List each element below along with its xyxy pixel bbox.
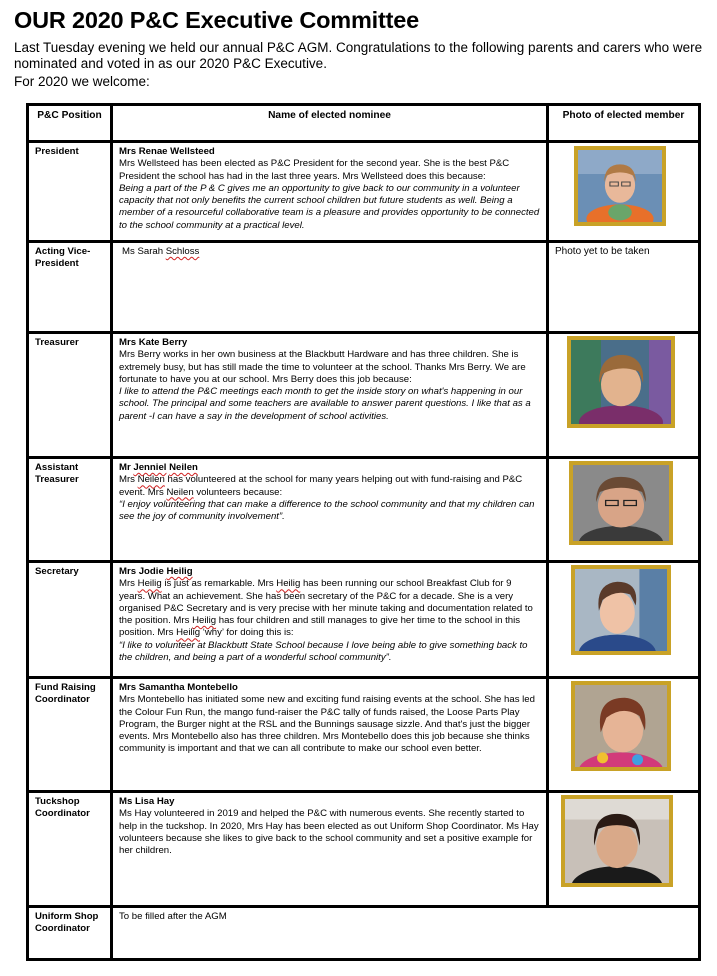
nominee-name: Mrs Samantha Montebello bbox=[119, 682, 238, 693]
committee-table bbox=[26, 103, 701, 961]
photo-cell bbox=[548, 142, 700, 242]
header-row bbox=[28, 105, 700, 142]
nominee-description: Mrs Montebello has initiated some new and exciting fund raising events at the school. She has led the Colour Fun Run, the mango fund-raiser the P&C tally of funds raised, the Loose Parts Play Program, the Burger night at the RSL and the Bunnings sausage sizzle. And that's just the bigger events. Mrs Montebello also has three children. Mrs Montebello does this job because she thinks community is important and that we can all contribute to make our school even better. bbox=[119, 694, 535, 755]
member-photo bbox=[561, 795, 673, 887]
nominee-quote: I like to attend the P&C meetings each month to get the inside story on what's happening in our school. The principal and some teachers are available to answer parent questions. I like that as a parent -I can have a say in the development of school activities. bbox=[119, 386, 531, 422]
position-cell: Secretary bbox=[28, 562, 112, 678]
table-row bbox=[28, 907, 700, 960]
nominee-cell bbox=[112, 142, 548, 242]
description-text-2: volunteers because: bbox=[193, 486, 283, 498]
nominee-description: Mrs Heilig is just as remarkable. Mrs Heilig has been running our school Breakfast Club for 9 years. What an achievement. She has been secretary of the P&C for a decade. She is a very organised P&C Secretary and is very precise with her minute taking and documentation related to the position. Mrs Heilig has four children and still manages to give her time to the school in this position. Mrs Heilig ‘why’ for doing this is: bbox=[119, 578, 533, 639]
nominee-description: Mrs Neilen has volunteered at the school for many years helping out with fund-raising and P&C event. Mrs Neilen volunteers because: bbox=[119, 474, 523, 498]
page-title: OUR 2020 P&C Executive Committee bbox=[14, 7, 419, 33]
photo-cell bbox=[548, 333, 700, 458]
member-photo bbox=[571, 681, 671, 771]
table-row bbox=[28, 562, 700, 678]
intro-line-3: For 2020 we welcome: bbox=[14, 74, 150, 89]
nominee-description: To be filled after the AGM bbox=[119, 911, 227, 922]
nominee-cell bbox=[112, 242, 548, 333]
description-text: has volunteered at the school for many years helping out with fund-raising and P&C event. Mrs bbox=[119, 474, 523, 498]
header-photo: Photo of elected member bbox=[548, 105, 700, 142]
portrait-placeholder-icon bbox=[565, 799, 669, 883]
description-surname: Heilig bbox=[137, 578, 162, 590]
description-surname-3: Heilig bbox=[192, 615, 217, 627]
position-cell: Assistant Treasurer bbox=[28, 458, 112, 562]
description-surname: Neilen bbox=[137, 474, 165, 486]
photo-cell bbox=[548, 242, 700, 333]
nominee-description: Mrs Wellsteed has been elected as P&C President for the second year. She is the best P&C President the school has had in the last three years. Mrs Wellsteed does this because: bbox=[119, 158, 510, 182]
description-surname-4: Heilig bbox=[176, 627, 201, 639]
photo-pending-text: Photo yet to be taken bbox=[555, 246, 650, 257]
nominee-surname: Neilen bbox=[169, 462, 198, 473]
nominee-quote: Being a part of the P & C gives me an opportunity to give back to our community in a volunteer capacity that not only benefits the current school children but future students as well. Being a member of a resourceful collaborative team is a pleasure and provides opportunity to be connected to the school community at a practical level. bbox=[119, 182, 540, 231]
table-row bbox=[28, 792, 700, 907]
nominee-name: Ms Lisa Hay bbox=[119, 796, 175, 807]
nominee-description: Mrs Berry works in her own business at the Blackbutt Hardware and has three children. She is extremely busy, but has still made the time to volunteer at the school. Thanks Mrs Berry. We are fortunate to have you at our school. Mrs Berry does this job because: bbox=[119, 349, 526, 385]
intro-line-2: nominated and voted in as our 2020 P&C Executive. bbox=[14, 56, 327, 71]
nominee-cell bbox=[112, 333, 548, 458]
description-surname-2: Neilen bbox=[166, 486, 194, 498]
nominee-first-name: Ms Sarah bbox=[122, 246, 166, 257]
nominee-quote: “I enjoy volunteering that can make a difference to the school community and that my children can see the joy of community involvement”. bbox=[119, 498, 535, 523]
member-photo bbox=[569, 461, 673, 545]
portrait-placeholder-icon bbox=[578, 150, 662, 222]
description-text: is just as remarkable. Mrs bbox=[161, 578, 277, 590]
photo-cell bbox=[548, 458, 700, 562]
nominee-name bbox=[119, 566, 540, 578]
nominee-cell bbox=[112, 907, 700, 960]
description-text-3: has four children and still manages to give her time to the school in this position. Mrs bbox=[119, 615, 521, 639]
nominee-name: Mrs Renae Wellsteed bbox=[119, 146, 215, 157]
portrait-placeholder-icon bbox=[573, 465, 669, 541]
nominee-title: Mr bbox=[119, 462, 134, 473]
position-cell: Tuckshop Coordinator bbox=[28, 792, 112, 907]
table-row bbox=[28, 333, 700, 458]
member-photo bbox=[567, 336, 675, 428]
nominee-description: Ms Hay volunteered in 2019 and helped the P&C with numerous events. She recently started to help in the tuckshop. In 2020, Mrs Hay has been elected as out Uniform Shop Coordinator. Ms Hay volunteers because she likes to give back to the school community and set a positive example for her children. bbox=[119, 808, 539, 857]
nominee-first-name: Mrs Jodie bbox=[119, 566, 167, 577]
nominee-cell bbox=[112, 458, 548, 562]
member-photo bbox=[571, 565, 671, 655]
nominee-name bbox=[119, 246, 540, 258]
table-row bbox=[28, 678, 700, 792]
nominee-surname: Heilig bbox=[166, 566, 193, 577]
portrait-placeholder-icon bbox=[575, 685, 667, 767]
position-cell: Treasurer bbox=[28, 333, 112, 458]
portrait-placeholder-icon bbox=[571, 340, 671, 424]
header-position: P&C Position bbox=[28, 105, 112, 142]
intro-line-1: Last Tuesday evening we held our annual P&C AGM. Congratulations to the following parents and carers who were bbox=[14, 40, 703, 55]
nominee-name bbox=[119, 462, 540, 474]
table-row bbox=[28, 142, 700, 242]
photo-cell bbox=[548, 562, 700, 678]
position-cell: Fund Raising Coordinator bbox=[28, 678, 112, 792]
member-photo bbox=[574, 146, 666, 226]
photo-cell bbox=[548, 678, 700, 792]
photo-cell bbox=[548, 792, 700, 907]
nominee-surname: Schloss bbox=[165, 246, 200, 257]
nominee-name: Mrs Kate Berry bbox=[119, 337, 188, 348]
position-cell: Uniform Shop Coordinator bbox=[28, 907, 112, 960]
description-text-4: ‘why’ for doing this is: bbox=[200, 627, 294, 639]
table-row bbox=[28, 242, 700, 333]
portrait-placeholder-icon bbox=[575, 569, 667, 651]
header-name: Name of elected nominee bbox=[112, 105, 548, 142]
nominee-cell bbox=[112, 678, 548, 792]
nominee-first-name: Jenniel bbox=[133, 462, 167, 473]
description-surname-2: Heilig bbox=[276, 578, 301, 590]
nominee-cell bbox=[112, 562, 548, 678]
description-text-2: has been running our school Breakfast Club for 9 years. What an achievement. She has been secretary of the P&C for a decade. She is a very organised P&C Secretary and is very precise with her minute taking and documentation related to the position. Mrs bbox=[119, 578, 533, 627]
position-cell: Acting Vice-President bbox=[28, 242, 112, 333]
nominee-quote: “I like to volunteer at Blackbutt State School because I love being able to give something back to the children, and being a part of a wonderful school community”. bbox=[119, 639, 528, 664]
table-row bbox=[28, 458, 700, 562]
position-cell: President bbox=[28, 142, 112, 242]
nominee-cell bbox=[112, 792, 548, 907]
